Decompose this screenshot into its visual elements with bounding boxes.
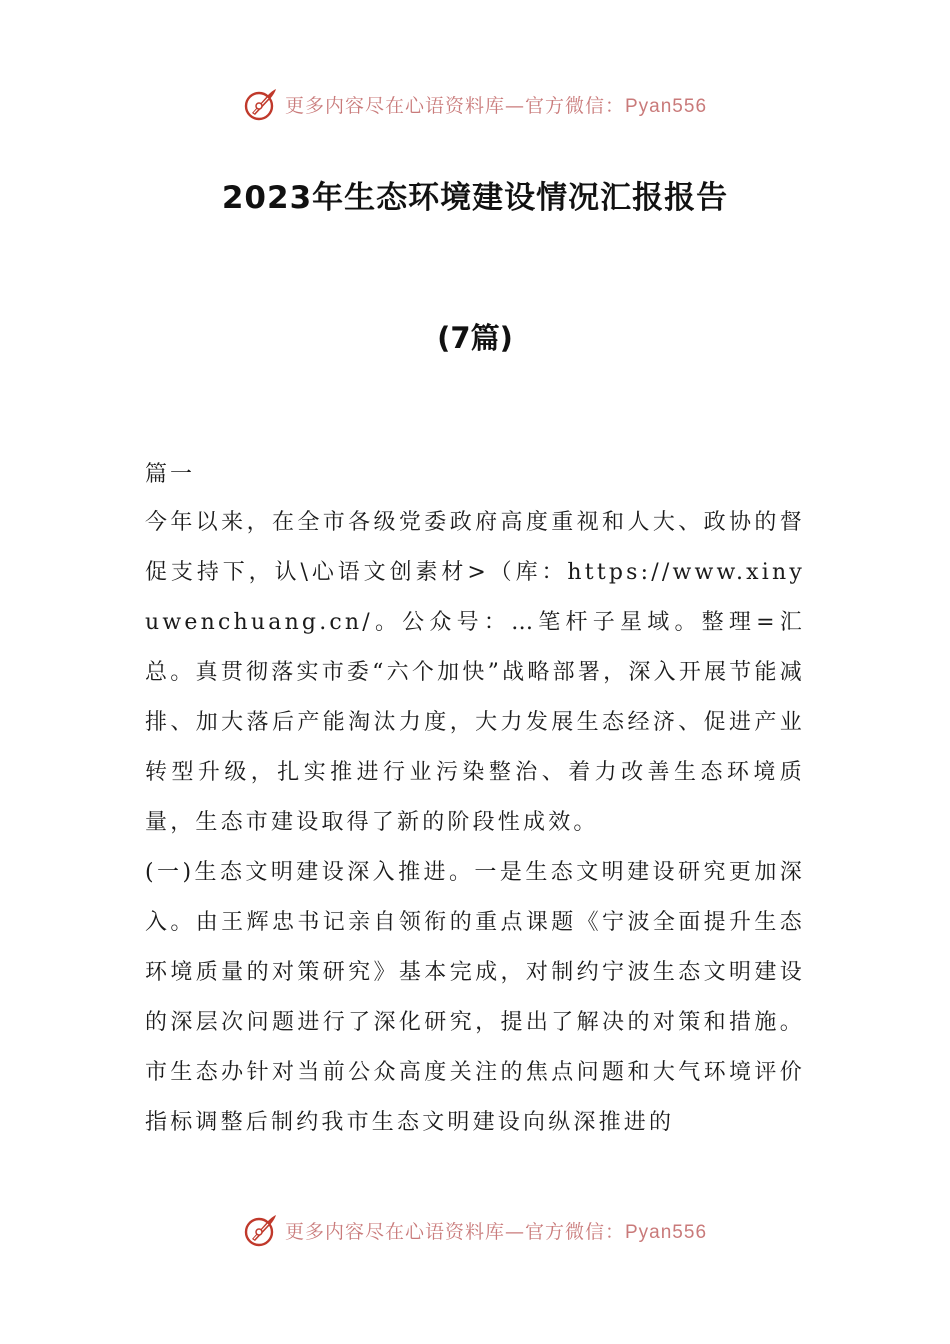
footer-banner — [0, 1210, 950, 1250]
document-subtitle: (7篇) — [437, 321, 513, 355]
paragraph-1: 今年以来，在全市各级党委政府高度重视和人大、政协的督促支持下，认\心语文创素材>（库：https://www.xinyuwenchuang.cn/。公众号：…笔杆子星域。整理=汇总。真贯彻落实市委“六个加快”战略部署，深入开展节能减排、加大落后产能淘汰力度，大力发展生态经济、促进产业转型升级，扎实推进行业污染整治、着力改善生态环境质量，生态市建设取得了新的阶段性成效。 — [145, 510, 805, 835]
header-banner — [0, 84, 950, 124]
footer-banner-text: 更多内容尽在心语资料库—官方微信：Pyan556 — [284, 1220, 708, 1243]
document-body — [145, 452, 805, 1148]
header-banner-handle: Pyan556 — [625, 95, 708, 117]
section-label: 篇一 — [145, 462, 196, 487]
quill-pen-logo-icon — [243, 86, 279, 122]
header-banner-text: 更多内容尽在心语资料库—官方微信：Pyan556 — [284, 94, 708, 117]
document-title: 2023年生态环境建设情况汇报报告 — [221, 180, 729, 216]
quill-pen-logo-icon — [243, 1212, 279, 1248]
footer-banner-handle: Pyan556 — [625, 1221, 708, 1243]
paragraph-2: (一)生态文明建设深入推进。一是生态文明建设研究更加深入。由王辉忠书记亲自领衔的重点课题《宁波全面提升生态环境质量的对策研究》基本完成，对制约宁波生态文明建设的深层次问题进行了深化研究，提出了解决的对策和措施。市生态办针对当前公众高度关注的焦点问题和大气环境评价指标调整后制约我市生态文明建设向纵深推进的 — [145, 860, 805, 1135]
